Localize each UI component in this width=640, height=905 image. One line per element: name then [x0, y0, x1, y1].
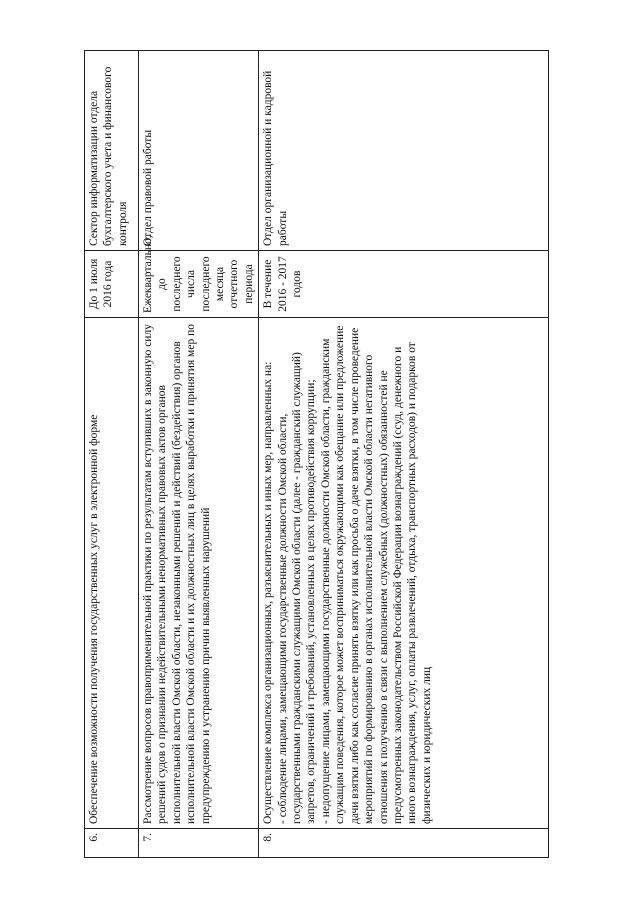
- measure-text: Обеспечение возможности получения государственных услуг в электронной форме: [85, 318, 139, 829]
- row-number: 6.: [85, 829, 139, 858]
- row-number: 8.: [259, 829, 549, 858]
- measure-intro: Осуществление комплекса организационных, разъяснительных и иных мер, направленных на:: [262, 361, 275, 824]
- table-row: [85, 51, 139, 858]
- responsible-text: Отдел организационной и кадровой работы: [259, 51, 549, 251]
- measure-text: Рассмотрение вопросов правоприменительной практики по результатам вступивших в законную силу решений судов о признании недействительными ненормативных правовых актов органов исполнительной власти Омской области, незаконными решений и действий (бездействия) органов исполнительной власти Омской области и их должностных лиц в целях выработки и принятия мер по предупреждению и устранению причин выявленных нарушений: [139, 318, 259, 829]
- table-row: [259, 51, 549, 858]
- measures-table: [84, 50, 549, 858]
- measure-text: [259, 318, 549, 829]
- table-row: [139, 51, 259, 858]
- term-text: До 1 июля 2016 года: [85, 251, 139, 318]
- responsible-text: Отдел правовой работы: [139, 51, 259, 251]
- measure-item: - соблюдение лицами, замещающими государственные должности Омской области, государственными гражданскими служащими Омской области (далее - гражданский служащий) запретов, ограничений и требований, установленных в целях противодействия коррупции;: [276, 352, 318, 824]
- term-text: В течение 2016 - 2017 годов: [259, 251, 549, 318]
- term-text: Ежеквартально, до последнего числа последнего месяца отчетного периода: [139, 251, 259, 318]
- row-number: 7.: [139, 829, 259, 858]
- measure-item: - недопущение лицами, замещающими государственные должности Омской области, гражданским служащим поведения, которое может восприниматься окружающими как обещание или предложение дачи взятки либо как согласие принять взятку или как просьба о даче взятки, в том числе проведение мероприятий по формированию в органах исполнительной власти Омской области негативного отношения к получению в связи с выполнением служебных (должностных) обязанностей не предусмотренных законодательством Российской Федерации вознаграждений (ссуд, денежного и иного вознаграждения, услуг, оплаты развлечений, отдыха, транспортных расходов) и подарков от физических и юридических лиц: [319, 325, 433, 824]
- responsible-text: Сектор информатизации отдела бухгалтерского учета и финансового контроля: [85, 51, 139, 251]
